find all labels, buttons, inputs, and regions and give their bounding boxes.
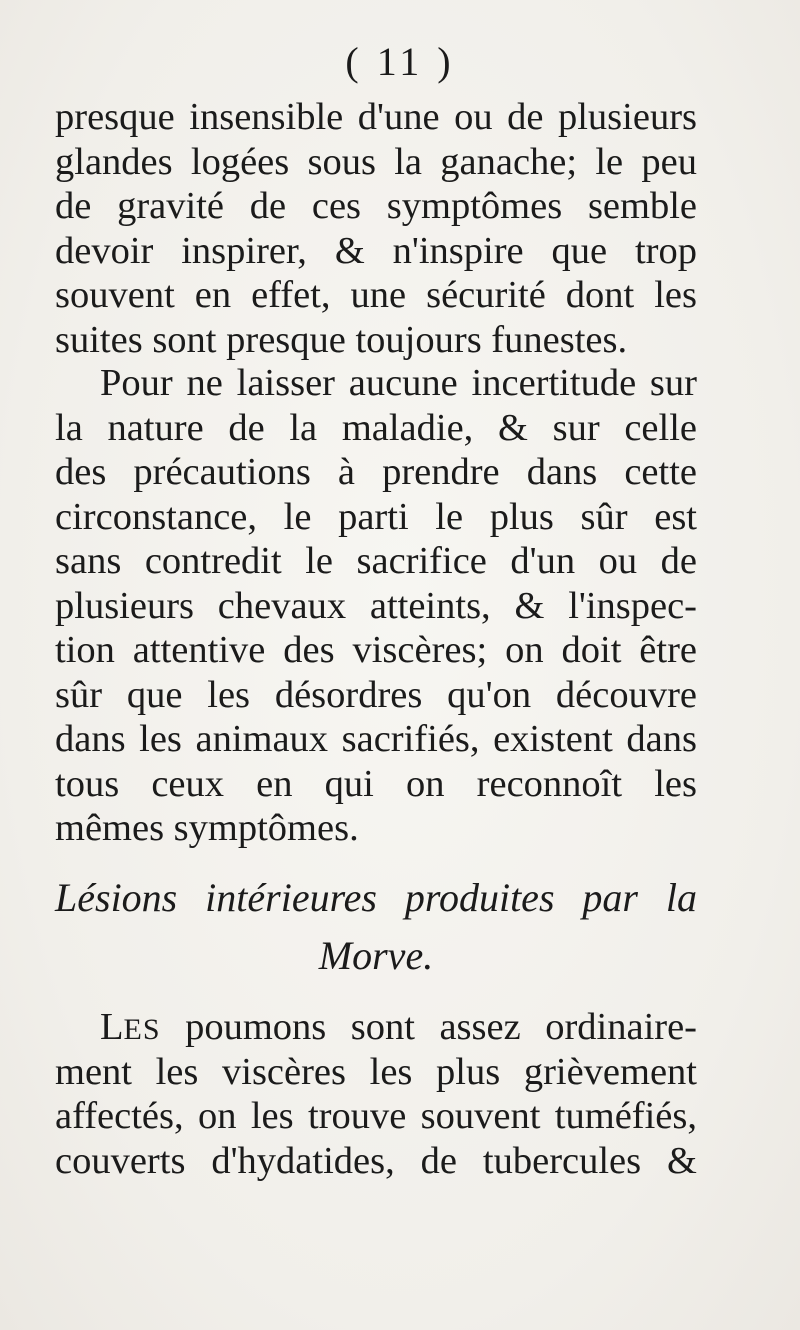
text-line: circonstance, le parti le plus sûr est: [55, 495, 697, 538]
text-line: sûr que les désordres qu'on découvre: [55, 673, 697, 716]
paragraph-2: [55, 361, 697, 851]
text-line: affectés, on les trouve souvent tuméfiés,: [55, 1095, 697, 1137]
paragraph-1: [55, 95, 697, 362]
text-line: Pour ne laisser aucune incertitude sur: [100, 362, 697, 404]
text-line: plusieurs chevaux atteints, & l'inspec-: [55, 584, 697, 627]
text-line: ment les viscères les plus grièvement: [55, 1050, 697, 1093]
text-line: dans les animaux sacrifiés, existent dans: [55, 718, 697, 760]
heading-line: Lésions intérieures produites par la: [55, 875, 697, 920]
text-line: la nature de la maladie, & sur celle: [55, 406, 697, 449]
text-line: devoir inspirer, & n'inspire que trop: [55, 229, 697, 272]
heading-line: Morve.: [318, 933, 434, 978]
text-line: des précautions à prendre dans cette: [55, 451, 697, 493]
text-line: [55, 1005, 697, 1050]
text-line: glandes logées sous la ganache; le peu: [55, 140, 697, 183]
drop-initial: L: [100, 1006, 124, 1048]
page-number: ( 11 ): [345, 39, 455, 84]
section-heading: [55, 869, 697, 985]
text-line: presque insensible d'une ou de plusieurs: [55, 96, 697, 138]
text-line: suites sont presque toujours funestes.: [55, 318, 628, 361]
text-line: tous ceux en qui on reconnoît les: [55, 762, 697, 805]
line-rest: poumons sont assez ordinaire-: [160, 1006, 697, 1048]
text-line: tion attentive des viscères; on doit être: [55, 629, 697, 671]
paragraph-3: [55, 1005, 697, 1183]
text-line: mêmes symptômes.: [55, 807, 359, 849]
small-caps: ES: [123, 1013, 161, 1046]
text-line: souvent en effet, une sécurité dont les: [55, 274, 697, 316]
text-line: de gravité de ces symptômes semble: [55, 185, 697, 227]
text-line: sans contredit le sacrifice d'un ou de: [55, 540, 697, 582]
text-line: couverts d'hydatides, de tubercules &: [55, 1139, 697, 1182]
